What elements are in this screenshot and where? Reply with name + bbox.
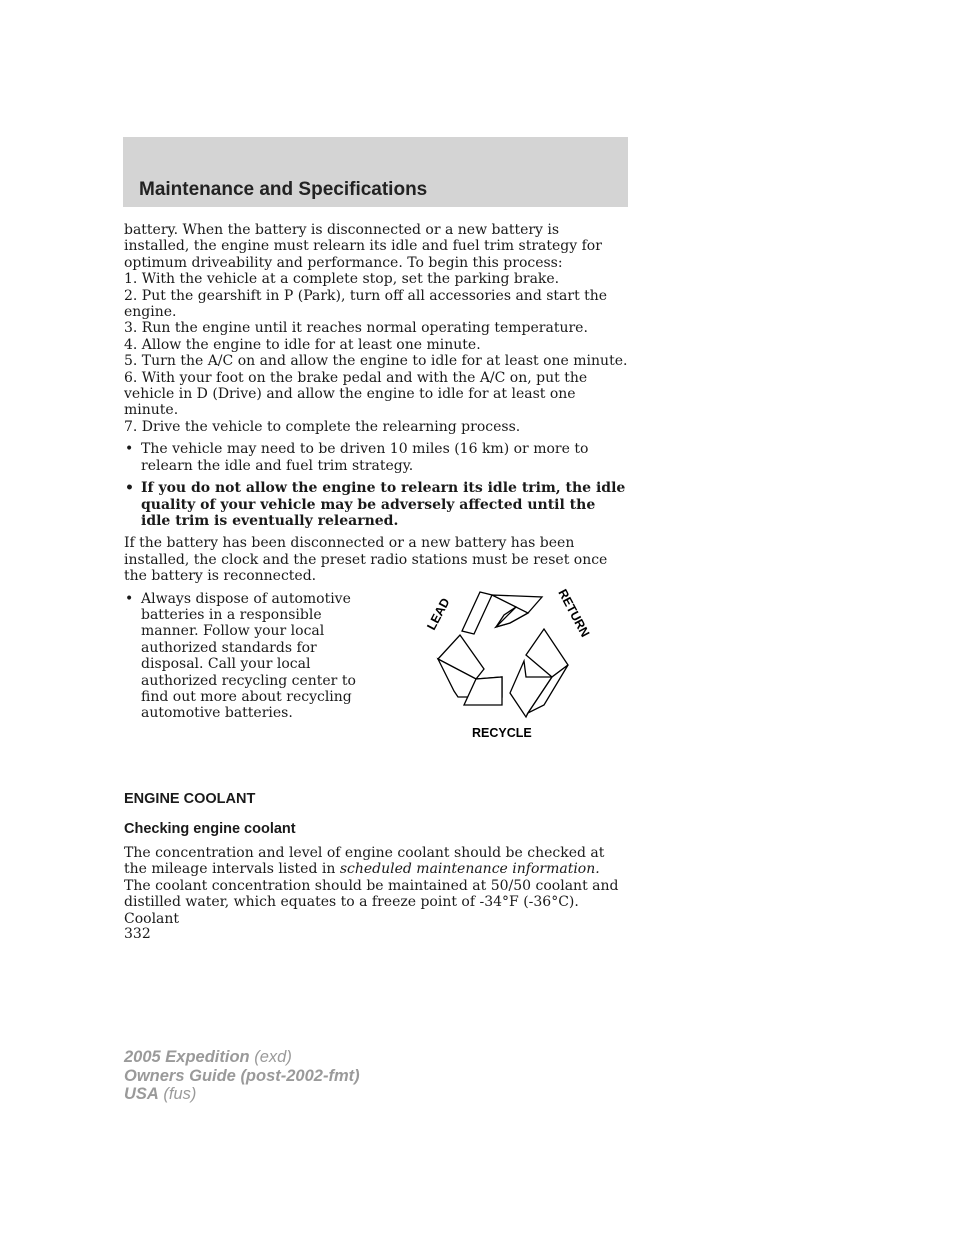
step-2: 2. Put the gearshift in P (Park), turn off all accessories and start the engine. (124, 287, 608, 321)
step-1: 1. With the vehicle at a complete stop, set the parking brake. (124, 271, 560, 288)
coolant-text-italic: scheduled maintenance information. (339, 861, 600, 878)
footer-model-code: (exd) (249, 1048, 292, 1066)
bullet-warning-idle-trim (124, 480, 628, 529)
header-band (123, 137, 628, 207)
step-6: 6. With your foot on the brake pedal and with the A/C on, put the vehicle in D (Drive) and allow the engine to idle for at least one minute. (124, 369, 588, 419)
bullet-text: Always dispose of automotive batteries in a responsible manner. Follow your local authorized standards for disposal. Call your local authorized recycling center to find out more about recycling automotive batteries. (141, 590, 356, 722)
recycle-arrow-top-icon (462, 592, 492, 634)
bullet-dot-icon: • (125, 590, 134, 607)
page-title: Maintenance and Specifications (139, 179, 428, 200)
bullet-text: If you do not allow the engine to relearn its idle trim, the idle quality of your vehicle may be adversely affected until the idle trim is eventually relearned. (141, 480, 626, 529)
coolant-text-1: The concentration and level of engine coolant should be checked at the mileage intervals listed in (124, 845, 605, 878)
section-title: ENGINE COOLANT (124, 791, 256, 807)
bullet-text: The vehicle may need to be driven 10 miles (16 km) or more to relearn the idle and fuel trim strategy. (141, 441, 589, 474)
coolant-text-2: The coolant concentration should be maintained at 50/50 coolant and distilled water, which equates to a freeze point of -34°F (-36°C). Coolant (124, 877, 619, 927)
recycle-section (124, 586, 628, 766)
recycle-label-recycle: RECYCLE (472, 725, 532, 740)
intro-paragraph: battery. When the battery is disconnected or a new battery is installed, the engine must relearn its idle and fuel trim strategy for optimum driveability and performance. To begin this process: (124, 222, 602, 271)
bullet-drive-distance (124, 441, 628, 474)
footer-market-code: (fus) (158, 1085, 197, 1103)
footer-line-1 (124, 1048, 360, 1067)
recycle-icon (420, 587, 600, 747)
bullet-dispose-batteries (124, 591, 381, 722)
bullet-dot-icon: • (125, 480, 134, 497)
coolant-paragraph (124, 845, 630, 927)
page-number: 332 (124, 926, 151, 942)
recycle-label-return: RETURN (555, 586, 593, 639)
bullet-dot-icon: • (125, 441, 134, 458)
recycle-label-lead: LEAD (424, 595, 453, 632)
footer-guide: Owners Guide (post-2002-fmt) (124, 1066, 360, 1085)
footer (124, 1048, 360, 1104)
step-7: 7. Drive the vehicle to complete the relearning process. (124, 418, 521, 435)
footer-line-3 (124, 1085, 360, 1104)
step-3: 3. Run the engine until it reaches normal operating temperature. (124, 320, 588, 337)
main-content (124, 222, 628, 766)
step-5: 5. Turn the A/C on and allow the engine to idle for at least one minute. (124, 353, 628, 370)
subsection-title: Checking engine coolant (124, 821, 296, 837)
footer-model: 2005 Expedition (124, 1048, 250, 1066)
footer-market: USA (124, 1085, 159, 1103)
battery-reset-paragraph: If the battery has been disconnected or a new battery has been installed, the clock and the preset radio stations must be reset once the battery is reconnected. (124, 535, 608, 585)
footer-line-2 (124, 1067, 360, 1086)
step-4: 4. Allow the engine to idle for at least one minute. (124, 336, 481, 353)
